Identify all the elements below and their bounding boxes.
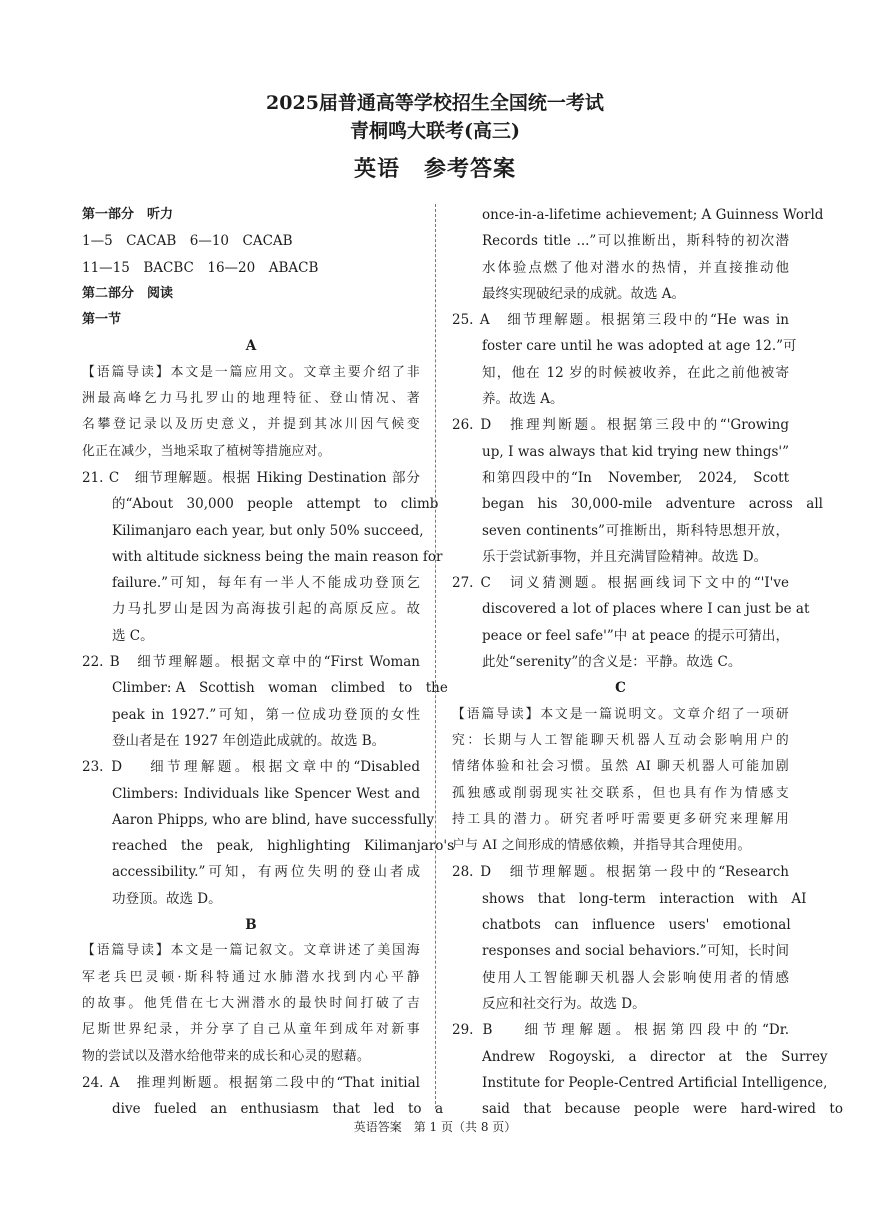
left-text-line: 【语篇导读】本文是一篇记叙文。文章讲述了美国海 (82, 943, 420, 959)
exam-title: 2025届普通高等学校招生全国统一考试 (266, 92, 604, 114)
right-text-line: Andrew Rogoyski, a director at the Surrey (482, 1048, 828, 1065)
subject-label: 英语 (353, 156, 400, 182)
right-text-line: 户与 AI 之间形成的情感依赖，并指导其合理使用。 (452, 838, 751, 854)
right-text-line: once-in-a-lifetime achievement; A Guinness World (482, 207, 824, 223)
right-text-line: seven continents”可推断出，斯科特思想开放， (482, 522, 789, 539)
left-text-line: Kilimanjaro each year, but only 50% succeed, (112, 522, 424, 539)
right-text-line: 25. A 细节理解题。根据第三段中的“He was in (452, 312, 789, 329)
right-text-line: 水体验点燃了他对潜水的热情，并直接推动他 (482, 259, 789, 276)
right-text-line: shows that long-term interaction with AI (482, 890, 807, 907)
left-text-line: 11—15 BACBC 16—20 ABACB (82, 259, 319, 276)
left-text-line: dive fueled an enthusiasm that led to a (112, 1101, 444, 1118)
left-text-line: 名攀登记录以及历史意义，并提到其冰川因气候变 (82, 417, 420, 433)
left-text-line: 功登顶。故选 D。 (112, 890, 222, 907)
right-text-line: 和第四段中的“In November, 2024, Scott (482, 469, 789, 486)
left-text-line: 尼斯世界纪录，并分享了自己从童年到成年对新事 (82, 1022, 420, 1038)
exam-subtitle: 青桐鸣大联考(高三) (350, 120, 520, 142)
page-footer: 英语答案 第 1 页（共 8 页） (353, 1120, 517, 1134)
left-text-line: 的“About 30,000 people attempt to climb (112, 496, 439, 513)
left-text-line: 化正在减少，当地采取了植树等措施应对。 (82, 443, 331, 459)
left-text-line: 第一节 (82, 312, 122, 328)
left-text-line: 力马扎罗山是因为高海拔引起的高原反应。故 (112, 601, 420, 618)
left-text-line: 23. D 细节理解题。根据文章中的“Disabled (82, 759, 420, 776)
left-text-line: 军老兵巴灵顿·斯科特通过水肺潜水找到内心平静 (82, 969, 420, 985)
left-text-line: 第一部分 听力 (82, 207, 174, 222)
right-text-line: 28. D 细节理解题。根据第一段中的“Research (452, 864, 789, 881)
right-text-line: 此处“serenity”的含义是：平静。故选 C。 (482, 654, 742, 671)
right-text-line: 孤独感或削弱现实社交联系，但也具有作为情感支 (452, 785, 789, 801)
right-column (452, 202, 843, 1122)
left-text-line: failure.”可知，每年有一半人不能成功登顶乞 (112, 575, 420, 592)
left-text-line: 洲最高峰乞力马扎罗山的地理特征、登山情况、著 (82, 391, 420, 407)
left-text-line: Climbers: Individuals like Spencer West and (112, 785, 420, 802)
right-text-line: Institute for People-Centred Artificial Intelligence, (482, 1074, 828, 1091)
right-text-line: 养。故选 A。 (482, 391, 564, 408)
right-text-line: peace or feel safe'”中 at peace 的提示可猜出， (482, 627, 789, 644)
right-text-line: 最终实现破纪录的成就。故选 A。 (482, 285, 686, 302)
left-text-line: 1—5 CACAB 6—10 CACAB (82, 233, 293, 250)
left-text-line: 【语篇导读】本文是一篇应用文。文章主要介绍了非 (82, 364, 420, 380)
answer-label: 参考答案 (424, 156, 517, 182)
right-text-line: began his 30,000-mile adventure across all (482, 496, 823, 513)
right-text-line: 26. D 推理判断题。根据第三段中的“'Growing (452, 417, 789, 434)
left-text-line: accessibility.”可知，有两位失明的登山者成 (112, 864, 420, 881)
left-text-line: 物的尝试以及潜水给他带来的成长和心灵的慰藉。 (82, 1048, 371, 1064)
left-text-line: 21. C 细节理解题。根据 Hiking Destination 部分 (82, 469, 420, 486)
left-text-line: B (245, 917, 257, 934)
left-text-line: Climber: A Scottish woman climbed to the (112, 680, 448, 697)
right-text-line: up, I was always that kid trying new things'” (482, 443, 789, 460)
right-text-line: 知，他在 12 岁的时候被收养，在此之前他被寄 (482, 364, 789, 381)
right-text-line: said that because people were hard-wired to (482, 1101, 843, 1118)
left-text-line: A (245, 338, 257, 355)
left-text-line: reached the peak, highlighting Kilimanjaro's (112, 838, 455, 855)
column-divider (435, 204, 436, 1109)
left-text-line: 选 C。 (112, 627, 154, 644)
left-text-line: peak in 1927.”可知，第一位成功登顶的女性 (112, 706, 420, 723)
left-text-line: 24. A 推理判断题。根据第二段中的“That initial (82, 1074, 420, 1091)
right-text-line: chatbots can influence users' emotional (482, 917, 791, 934)
right-text-line: 持工具的潜力。研究者呼吁需要更多研究来理解用 (452, 811, 789, 827)
right-text-line: 使用人工智能聊天机器人会影响使用者的情感 (482, 969, 789, 986)
left-text-line: 22. B 细节理解题。根据文章中的“First Woman (82, 654, 420, 671)
right-text-line: responses and social behaviors.”可知，长时间 (482, 943, 789, 960)
left-text-line: 登山者是在 1927 年创造此成就的。故选 B。 (112, 732, 386, 749)
right-text-line: Records title ...”可以推断出，斯科特的初次潜 (482, 233, 789, 250)
left-text-line: 的故事。他凭借在七大洲潜水的最快时间打破了吉 (82, 995, 420, 1011)
right-text-line: discovered a lot of places where I can just be at (482, 601, 810, 618)
right-text-line: C (615, 680, 626, 697)
left-text-line: Aaron Phipps, who are blind, have successfully (112, 811, 435, 828)
document-title (0, 152, 870, 183)
left-text-line: with altitude sickness being the main reason for (112, 548, 443, 565)
left-text-line: 第二部分 阅读 (82, 285, 174, 301)
right-text-line: 究：长期与人工智能聊天机器人互动会影响用户的 (452, 732, 789, 748)
right-text-line: 【语篇导读】本文是一篇说明文。文章介绍了一项研 (452, 706, 789, 722)
right-text-line: 情绪体验和社会习惯。虽然 AI 聊天机器人可能加剧 (452, 759, 789, 775)
right-text-line: 29. B 细节理解题。根据第四段中的“Dr. (452, 1022, 789, 1039)
right-text-line: 乐于尝试新事物，并且充满冒险精神。故选 D。 (482, 548, 768, 565)
right-text-line: 反应和社交行为。故选 D。 (482, 995, 646, 1012)
right-text-line: foster care until he was adopted at age 12.”可 (482, 338, 797, 355)
right-text-line: 27. C 词义猜测题。根据画线词下文中的“'I've (452, 575, 789, 592)
left-column (82, 202, 455, 1122)
